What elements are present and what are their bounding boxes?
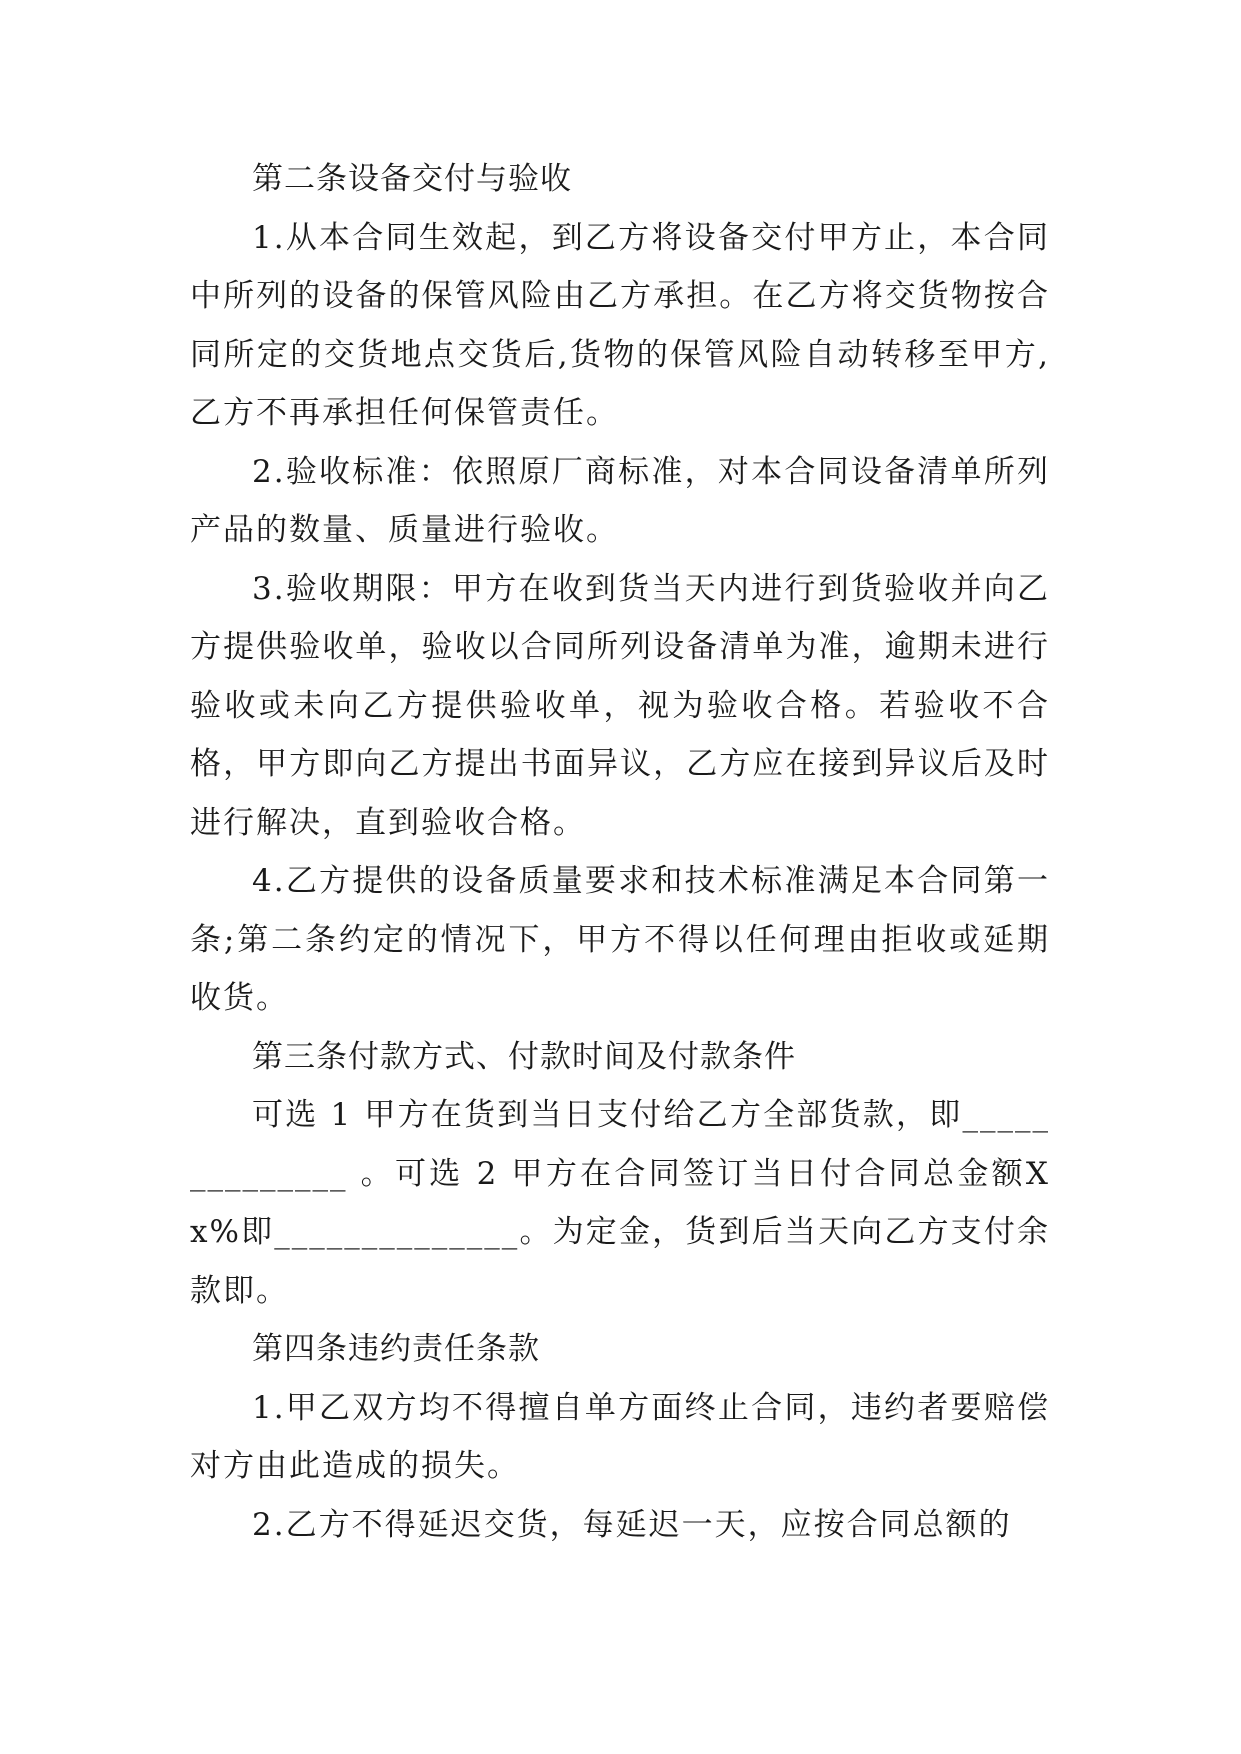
- section-heading-4: 第四条违约责任条款: [252, 1331, 540, 1367]
- clause-3-options: 可选 1 甲方在货到当日支付给乙方全部货款，即______________ 。可选 2 甲方在合同签订当日付合同总金额Xx%即______________。为定金，货到后当天向乙方支付余款即。: [190, 1097, 1050, 1309]
- clause-4-1: 1.甲乙双方均不得擅自单方面终止合同，违约者要赔偿对方由此造成的损失。: [190, 1389, 1050, 1484]
- contract-body: [190, 150, 1050, 1554]
- section-heading-2: 第二条设备交付与验收: [252, 161, 572, 197]
- clause-2-1: 1.从本合同生效起，到乙方将设备交付甲方止，本合同中所列的设备的保管风险由乙方承担。在乙方将交货物按合同所定的交货地点交货后,货物的保管风险自动转移至甲方,乙方不再承担任何保管责任。: [190, 219, 1050, 431]
- clause-2-3: 3.验收期限：甲方在收到货当天内进行到货验收并向乙方提供验收单，验收以合同所列设备清单为准，逾期未进行验收或未向乙方提供验收单，视为验收合格。若验收不合格，甲方即向乙方提出书面异议，乙方应在接到异议后及时进行解决，直到验收合格。: [190, 570, 1050, 841]
- clause-2-4: 4.乙方提供的设备质量要求和技术标准满足本合同第一条;第二条约定的情况下，甲方不得以任何理由拒收或延期收货。: [190, 863, 1050, 1016]
- section-heading-3: 第三条付款方式、付款时间及付款条件: [252, 1038, 796, 1075]
- clause-2-2: 2.验收标准：依照原厂商标准，对本合同设备清单所列产品的数量、质量进行验收。: [190, 453, 1050, 548]
- clause-4-2: 2.乙方不得延迟交货，每延迟一天，应按合同总额的: [252, 1506, 1012, 1543]
